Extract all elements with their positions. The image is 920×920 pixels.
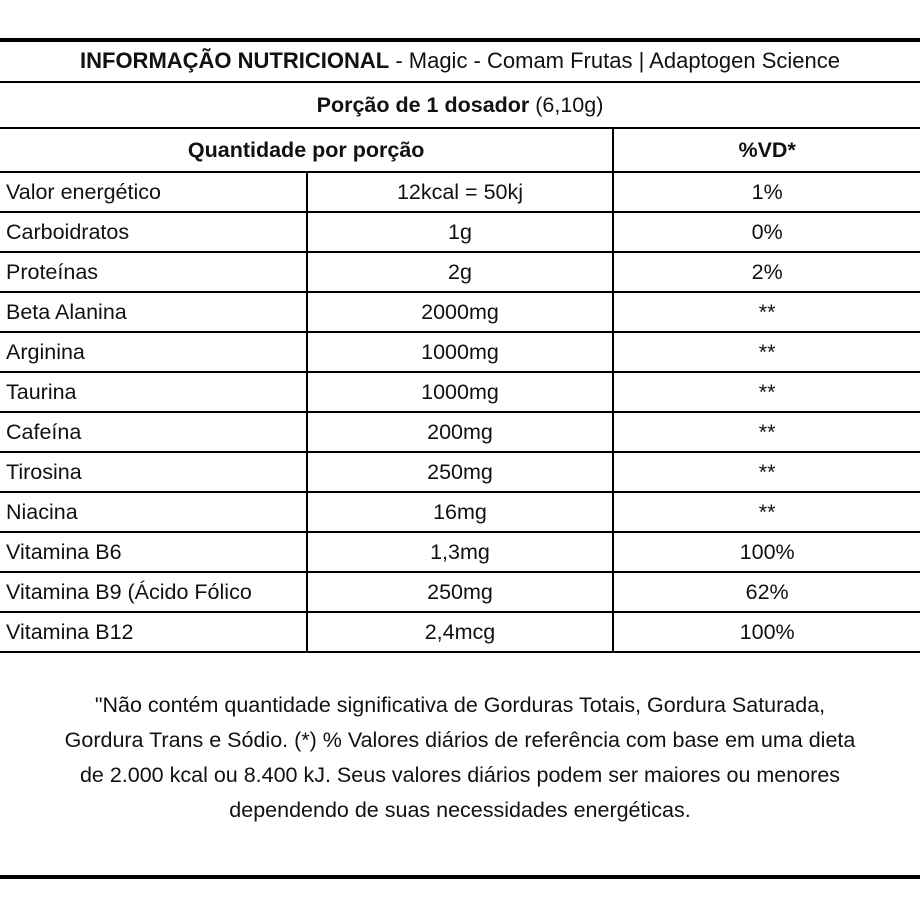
table-row: [0, 572, 920, 612]
nutrient-amount: 2g: [307, 252, 614, 292]
footnote-line: dependendo de suas necessidades energéticas.: [229, 798, 691, 822]
nutrient-name: Taurina: [0, 372, 307, 412]
table-title: [0, 41, 920, 82]
nutrient-amount: 250mg: [307, 572, 614, 612]
header-row: [0, 128, 920, 172]
nutrient-amount: 1,3mg: [307, 532, 614, 572]
nutrient-name: Proteínas: [0, 252, 307, 292]
nutrient-name: Niacina: [0, 492, 307, 532]
table-row: [0, 372, 920, 412]
portion-row: [0, 82, 920, 128]
nutrient-amount: 16mg: [307, 492, 614, 532]
title-row: [0, 41, 920, 82]
table-row: [0, 612, 920, 652]
table-row: [0, 492, 920, 532]
nutrient-name: Vitamina B9 (Ácido Fólico: [0, 572, 307, 612]
nutrient-dv: 0%: [613, 212, 920, 252]
portion-rest: (6,10g): [529, 93, 604, 117]
header-dv: %VD*: [613, 128, 920, 172]
nutrient-amount: 2,4mcg: [307, 612, 614, 652]
portion-size: [0, 82, 920, 128]
nutrient-dv: **: [613, 332, 920, 372]
nutrient-amount: 2000mg: [307, 292, 614, 332]
nutrient-name: Arginina: [0, 332, 307, 372]
title-rest: - Magic - Comam Frutas | Adaptogen Science: [389, 48, 840, 73]
nutrient-amount: 12kcal = 50kj: [307, 172, 614, 212]
title-bold: INFORMAÇÃO NUTRICIONAL: [80, 48, 390, 73]
footnote-line: de 2.000 kcal ou 8.400 kJ. Seus valores diários podem ser maiores ou menores: [79, 763, 841, 787]
table-row: [0, 172, 920, 212]
nutrient-dv: 2%: [613, 252, 920, 292]
table-row: [0, 412, 920, 452]
nutrient-dv: 62%: [613, 572, 920, 612]
nutrient-amount: 200mg: [307, 412, 614, 452]
portion-bold: Porção de 1 dosador: [316, 93, 530, 117]
nutrient-name: Cafeína: [0, 412, 307, 452]
bottom-rule: [0, 875, 920, 879]
nutrient-dv: **: [613, 412, 920, 452]
nutrient-dv: **: [613, 372, 920, 412]
footnote-line: "Não contém quantidade significativa de Gorduras Totais, Gordura Saturada,: [94, 693, 826, 717]
table-row: [0, 532, 920, 572]
nutrient-amount: 250mg: [307, 452, 614, 492]
nutrient-dv: 100%: [613, 532, 920, 572]
footnote-line: Gordura Trans e Sódio. (*) % Valores diários de referência com base em uma dieta: [64, 728, 856, 752]
nutrient-name: Vitamina B12: [0, 612, 307, 652]
nutrient-name: Valor energético: [0, 172, 307, 212]
nutrient-dv: **: [613, 292, 920, 332]
nutrient-name: Carboidratos: [0, 212, 307, 252]
table-row: [0, 212, 920, 252]
nutrient-amount: 1000mg: [307, 372, 614, 412]
table-row: [0, 332, 920, 372]
nutrient-dv: **: [613, 492, 920, 532]
nutrition-table: [0, 41, 920, 653]
nutrient-amount: 1g: [307, 212, 614, 252]
nutrient-dv: **: [613, 452, 920, 492]
nutrient-dv: 100%: [613, 612, 920, 652]
footnote: [0, 688, 920, 828]
nutrient-dv: 1%: [613, 172, 920, 212]
table-row: [0, 292, 920, 332]
table-row: [0, 452, 920, 492]
header-quantity: Quantidade por porção: [0, 128, 613, 172]
nutrient-amount: 1000mg: [307, 332, 614, 372]
nutrient-name: Tirosina: [0, 452, 307, 492]
nutrient-name: Vitamina B6: [0, 532, 307, 572]
table-row: [0, 252, 920, 292]
nutrient-name: Beta Alanina: [0, 292, 307, 332]
